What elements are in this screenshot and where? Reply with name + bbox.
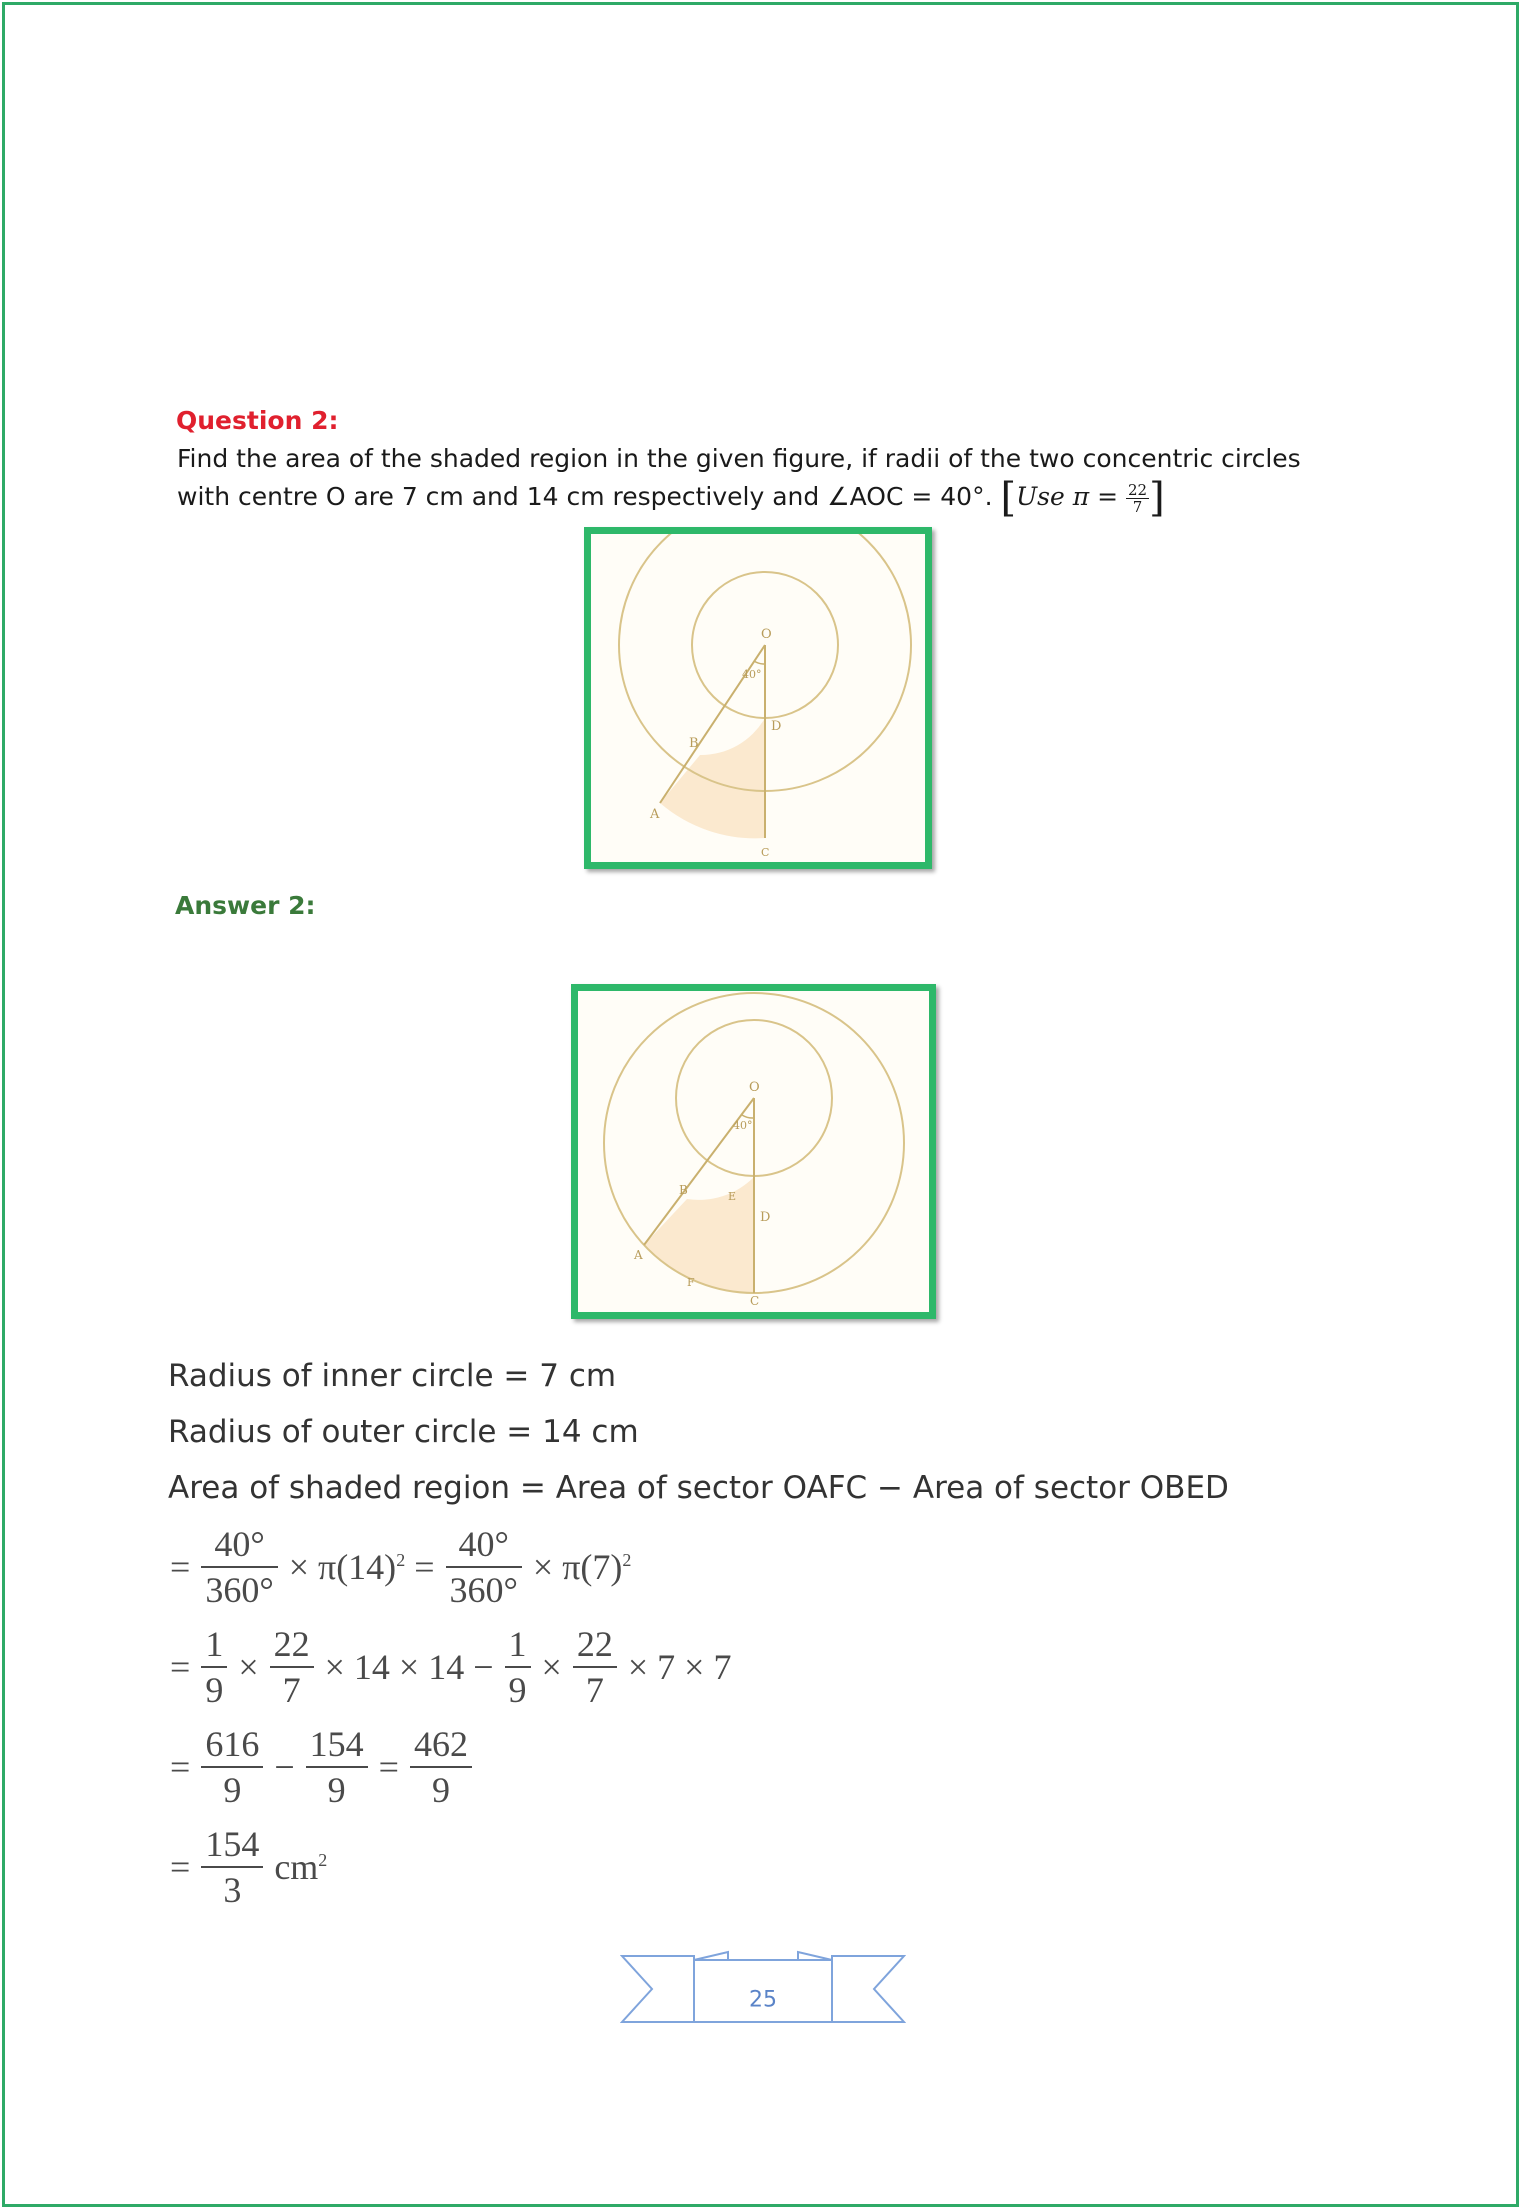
step3-frac-a-den: 9 (223, 1770, 242, 1810)
question-text (177, 440, 1377, 521)
step1-mid: = (414, 1547, 435, 1587)
step3-frac-b-num: 154 (306, 1722, 368, 1768)
calc-step-1 (170, 1522, 631, 1612)
step1-term-2-text: × π(7) (532, 1547, 623, 1587)
label-d: D (771, 719, 782, 734)
shaded-region (644, 1177, 754, 1293)
step1-frac-2-den: 360° (449, 1570, 518, 1610)
step2-frac-a-num: 1 (201, 1622, 227, 1668)
step3-frac-a (201, 1722, 263, 1812)
step4-power: 2 (318, 1850, 328, 1870)
step3-frac-b-den: 9 (327, 1770, 346, 1810)
step4-frac (201, 1822, 263, 1912)
answer-figure-drawing (578, 991, 929, 1312)
pi-fraction-den: 7 (1132, 497, 1143, 516)
calc-step-3 (170, 1722, 474, 1812)
step2-frac-b-num: 22 (270, 1622, 314, 1668)
pi-fraction (1126, 482, 1149, 515)
question-line-2-text: with centre O are 7 cm and 14 cm respectively and ∠AOC = 40°. (177, 482, 993, 511)
calc-step-4 (170, 1822, 327, 1912)
label-b: B (689, 736, 699, 751)
step4-unit-text: cm (274, 1847, 319, 1887)
step3-minus: − (274, 1747, 295, 1787)
step3-frac-c-num: 462 (410, 1722, 472, 1768)
label-b: B (679, 1183, 688, 1197)
hint-bracket-open: [ (1000, 475, 1017, 521)
step1-frac-2 (446, 1522, 522, 1612)
step1-frac-2-num: 40° (446, 1522, 522, 1568)
step2-frac-a (201, 1622, 227, 1712)
angle-arc (742, 1115, 754, 1118)
step2-frac-c-den: 9 (508, 1670, 527, 1710)
question-heading: Question 2: (176, 406, 339, 435)
step4-frac-num: 154 (201, 1822, 263, 1868)
step1-power-1: 2 (396, 1550, 406, 1570)
page-number: 25 (749, 1987, 777, 2013)
label-e: E (728, 1190, 737, 1203)
step1-frac-1-num: 40° (201, 1522, 277, 1568)
step1-term-1 (289, 1547, 405, 1587)
step3-eq: = (170, 1747, 191, 1787)
pi-hint: Use π = (1016, 482, 1119, 511)
question-figure (584, 527, 932, 869)
step3-frac-c (410, 1722, 472, 1812)
step1-frac-1-den: 360° (205, 1570, 274, 1610)
label-angle: 40° (733, 1119, 753, 1132)
step2-eq: = (170, 1647, 191, 1687)
page-number-ribbon (620, 1950, 906, 2030)
step3-frac-a-num: 616 (201, 1722, 263, 1768)
pi-fraction-num: 22 (1128, 480, 1148, 499)
label-f: F (687, 1276, 695, 1289)
step2-frac-d-den: 7 (585, 1670, 604, 1710)
area-statement-line: Area of shaded region = Area of sector OAFC − Area of sector OBED (168, 1470, 1229, 1506)
step4-frac-den: 3 (223, 1870, 242, 1910)
hint-bracket-close: ] (1149, 475, 1165, 521)
outer-radius-line: Radius of outer circle = 14 cm (168, 1414, 639, 1450)
label-o: O (749, 1080, 760, 1095)
step2-frac-c-num: 1 (505, 1622, 531, 1668)
answer-heading: Answer 2: (175, 891, 316, 920)
step2-frac-d-num: 22 (573, 1622, 617, 1668)
label-o: O (761, 627, 772, 642)
answer-figure (571, 984, 936, 1319)
question-figure-drawing (591, 534, 925, 862)
label-a: A (634, 1248, 643, 1262)
step2-frac-c (505, 1622, 531, 1712)
label-a: A (650, 807, 660, 822)
step2-times-2: × (541, 1647, 562, 1687)
label-c: C (761, 846, 770, 859)
step2-frac-b (270, 1622, 314, 1712)
step2-frac-a-den: 9 (205, 1670, 224, 1710)
step3-frac-c-den: 9 (431, 1770, 450, 1810)
step3-eq-2: = (378, 1747, 399, 1787)
step1-power-2: 2 (622, 1550, 632, 1570)
inner-radius-line: Radius of inner circle = 7 cm (168, 1358, 617, 1394)
step2-frac-d (573, 1622, 617, 1712)
step2-times-1: × (238, 1647, 259, 1687)
step1-frac-1 (201, 1522, 277, 1612)
question-line-1: Find the area of the shaded region in the given figure, if radii of the two concentric circles (177, 444, 1301, 473)
step3-frac-b (306, 1722, 368, 1812)
step2-term-1: × 14 × 14 − (324, 1647, 494, 1687)
calc-step-2 (170, 1622, 731, 1712)
step1-term-2 (533, 1547, 631, 1587)
label-d: D (760, 1210, 771, 1225)
label-c: C (750, 1294, 760, 1308)
question-line-2 (177, 475, 1377, 521)
step4-eq: = (170, 1847, 191, 1887)
step4-unit (274, 1847, 327, 1887)
step2-term-2: × 7 × 7 (627, 1647, 732, 1687)
step2-frac-b-den: 7 (282, 1670, 301, 1710)
step1-term-1-text: × π(14) (288, 1547, 397, 1587)
step1-eq: = (170, 1547, 191, 1587)
label-angle: 40° (742, 668, 762, 681)
angle-arc (754, 661, 765, 664)
